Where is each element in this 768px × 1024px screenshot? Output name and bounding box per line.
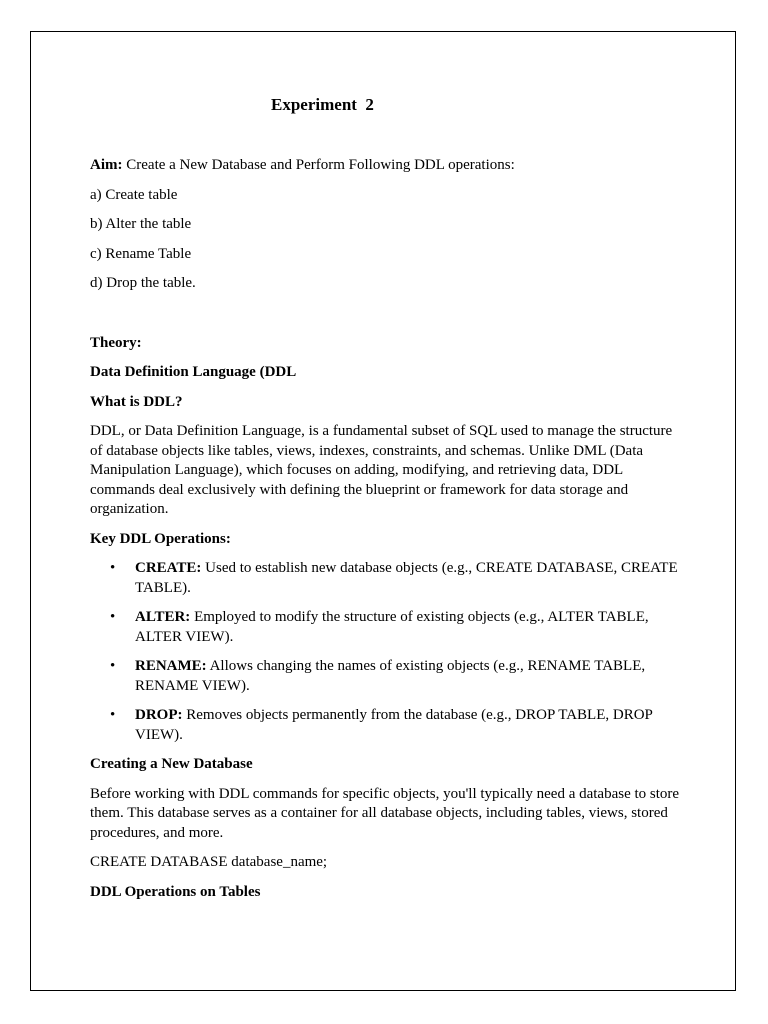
bullet-icon: • bbox=[110, 658, 116, 674]
theory-heading: Theory: bbox=[90, 334, 142, 351]
list-item bbox=[90, 559, 682, 598]
operation-label: CREATE: bbox=[135, 560, 202, 576]
operation-text: Removes objects permanently from the database (e.g., DROP TABLE, DROP VIEW). bbox=[135, 707, 653, 743]
key-operations-heading: Key DDL Operations: bbox=[90, 530, 231, 547]
table-operations-heading: DDL Operations on Tables bbox=[90, 883, 261, 900]
aim-line bbox=[90, 156, 682, 176]
operations-list bbox=[90, 559, 682, 745]
aim-text: Create a New Database and Perform Following DDL operations: bbox=[122, 157, 515, 173]
operation-label: ALTER: bbox=[135, 609, 191, 625]
list-item bbox=[90, 608, 682, 647]
aim-item-create: a) Create table bbox=[90, 186, 178, 203]
bullet-icon: • bbox=[110, 560, 116, 576]
aim-item-drop: d) Drop the table. bbox=[90, 275, 196, 291]
creating-database-paragraph: Before working with DDL commands for specific objects, you'll typically need a database to store them. This database serves as a container for all database objects, including tables, views, stored procedures, and more. bbox=[90, 785, 680, 841]
operation-text: Allows changing the names of existing objects (e.g., RENAME TABLE, RENAME VIEW). bbox=[135, 658, 646, 694]
create-database-statement: CREATE DATABASE database_name; bbox=[90, 854, 328, 870]
aim-item-rename: c) Rename Table bbox=[90, 245, 192, 262]
list-item bbox=[90, 657, 682, 696]
document-page bbox=[30, 31, 736, 991]
page-title: Experiment 2 bbox=[271, 95, 374, 114]
creating-database-heading: Creating a New Database bbox=[90, 756, 253, 772]
operation-text: Employed to modify the structure of existing objects (e.g., ALTER TABLE, ALTER VIEW). bbox=[135, 609, 649, 645]
bullet-icon: • bbox=[110, 707, 116, 723]
aim-item-alter: b) Alter the table bbox=[90, 216, 192, 232]
operation-label: DROP: bbox=[135, 707, 183, 723]
what-is-ddl-heading: What is DDL? bbox=[90, 393, 183, 410]
bullet-icon: • bbox=[110, 609, 116, 625]
operation-label: RENAME: bbox=[135, 658, 207, 674]
what-is-ddl-paragraph: DDL, or Data Definition Language, is a fundamental subset of SQL used to manage the structure of database objects like tables, views, indexes, constraints, and schemas. Unlike DML (Data Manipulation Language), which focuses on adding, modifying, and retrieving data, DDL commands deal exclusively with defining the blueprint or framework for data storage and organization. bbox=[90, 423, 673, 517]
aim-label: Aim: bbox=[90, 157, 123, 173]
operation-text: Used to establish new database objects (e.g., CREATE DATABASE, CREATE TABLE). bbox=[135, 560, 678, 596]
list-item bbox=[90, 706, 682, 745]
page-content bbox=[90, 94, 682, 902]
ddl-heading: Data Definition Language (DDL bbox=[90, 364, 297, 380]
